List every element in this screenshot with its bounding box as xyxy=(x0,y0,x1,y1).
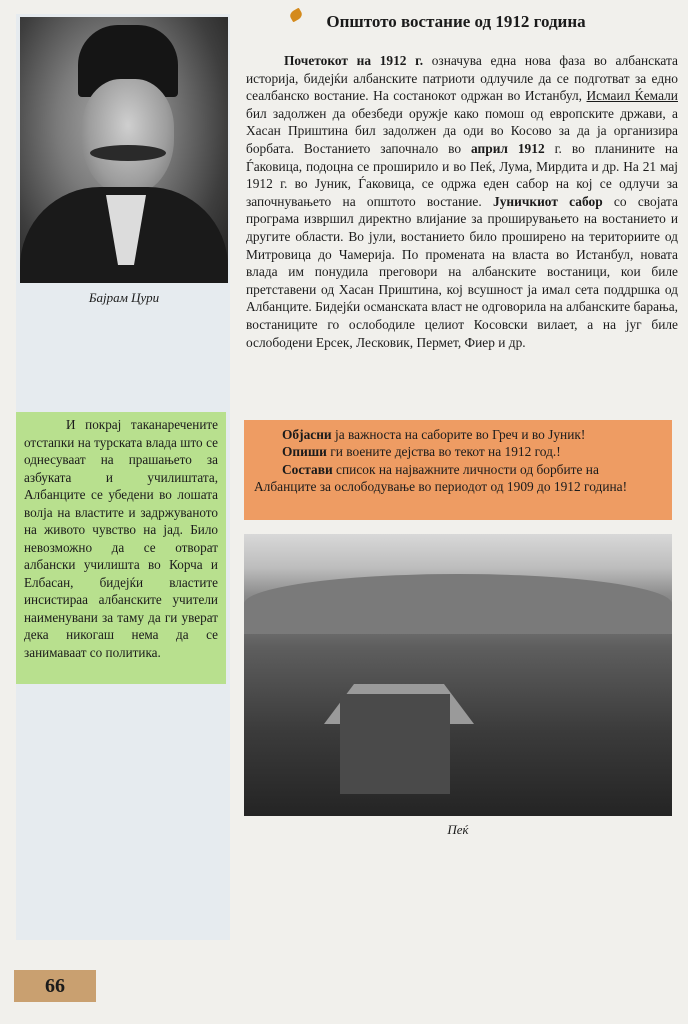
task-verb: Состави xyxy=(282,461,333,477)
task-verb: Опиши xyxy=(282,444,327,460)
town-photo xyxy=(244,534,672,816)
sidebar-note-box xyxy=(16,412,226,684)
bold-phrase: Почетокот на 1912 г. xyxy=(284,53,424,68)
task-item xyxy=(254,443,662,460)
task-text: ги воените дејства во текот на 1912 год.! xyxy=(326,444,561,460)
text-run: со својата програма извршил директно влијание за проширувањето на востанието и другите области. Во јули, востанието било проширено на териториите од Митровица до Чамерија. По промената на власта во Истанбул, новата влада им понудила преговори на албанските востаници, кои биле претставени од Хасан Приштина, кој всушност ја имал сета поддршка од Албанците. Бидејќи османската власт не одговорила на албанските барања, востаниците го ослободиле целиот Косовски вилает, а на југ биле ослободени Ерсек, Лесковик, Пермет, Фиер и др. xyxy=(246,193,678,350)
house-shape xyxy=(340,694,450,794)
text-run: означува една нова фаза во албанската историја, бидејќи албанските патриоти одлучиле да се подготват за едно сеалбанско востание. На состанокот одржан во Истанбул, xyxy=(246,53,678,104)
sidebar-note-text: И покрај таканаречените отстапки на турската влада што се однесуваат на прашањето за азбуката и училиштата, Албанците се убедени во лошата волја на властите и задржуваното на живото чувство на јад. Било невозможно да се отворат албански училишта во Корча и Елбасан, бидејќи властите инсистираа албанските учители наименувани за таму да ги уверат дека никогаш нема да се занимаваат со политика. xyxy=(24,417,218,660)
task-item xyxy=(254,426,662,443)
hills-shape xyxy=(244,574,672,634)
portrait-photo xyxy=(20,17,228,283)
underlined-name: Исмаил Ќемали xyxy=(586,88,678,104)
moustache-shape xyxy=(90,145,166,161)
portrait-caption: Бајрам Цури xyxy=(88,290,160,305)
page-number: 66 xyxy=(14,970,96,1002)
task-verb: Објасни xyxy=(282,427,332,442)
photo-caption: Пеќ xyxy=(447,822,469,837)
face-shape xyxy=(82,79,174,195)
task-text: ја важноста на саборите во Греч и во Јуник! xyxy=(331,427,586,442)
task-item xyxy=(254,461,662,496)
bold-phrase: април 1912 xyxy=(471,140,545,156)
bold-phrase: Јуничкиот сабор xyxy=(493,193,603,209)
text-run: г. во планините на Ѓаковица, подоцна се проширило и во Пеќ, Лума, Мирдита и др. На 21 мај 1912 г. во Јуник, Ѓаковица, се одржа еден сабор на кој се одлучи за започнувањето на општото востание. xyxy=(246,140,678,209)
main-paragraph xyxy=(246,52,678,351)
tasks-box xyxy=(244,420,672,520)
main-text xyxy=(246,52,678,351)
text-run: бил задолжен да обезбеди оружје како помош од европските држави, а Хасан Приштина бил задолжен да оди во Косово за да ја организира борбата. Востанието започнало во xyxy=(246,105,678,156)
page-title: Општото востание од 1912 година xyxy=(326,12,586,31)
task-text: список на најважните личности од борбите на Албанците за ослободување во периодот од 1909 до 1912 година! xyxy=(254,461,628,495)
